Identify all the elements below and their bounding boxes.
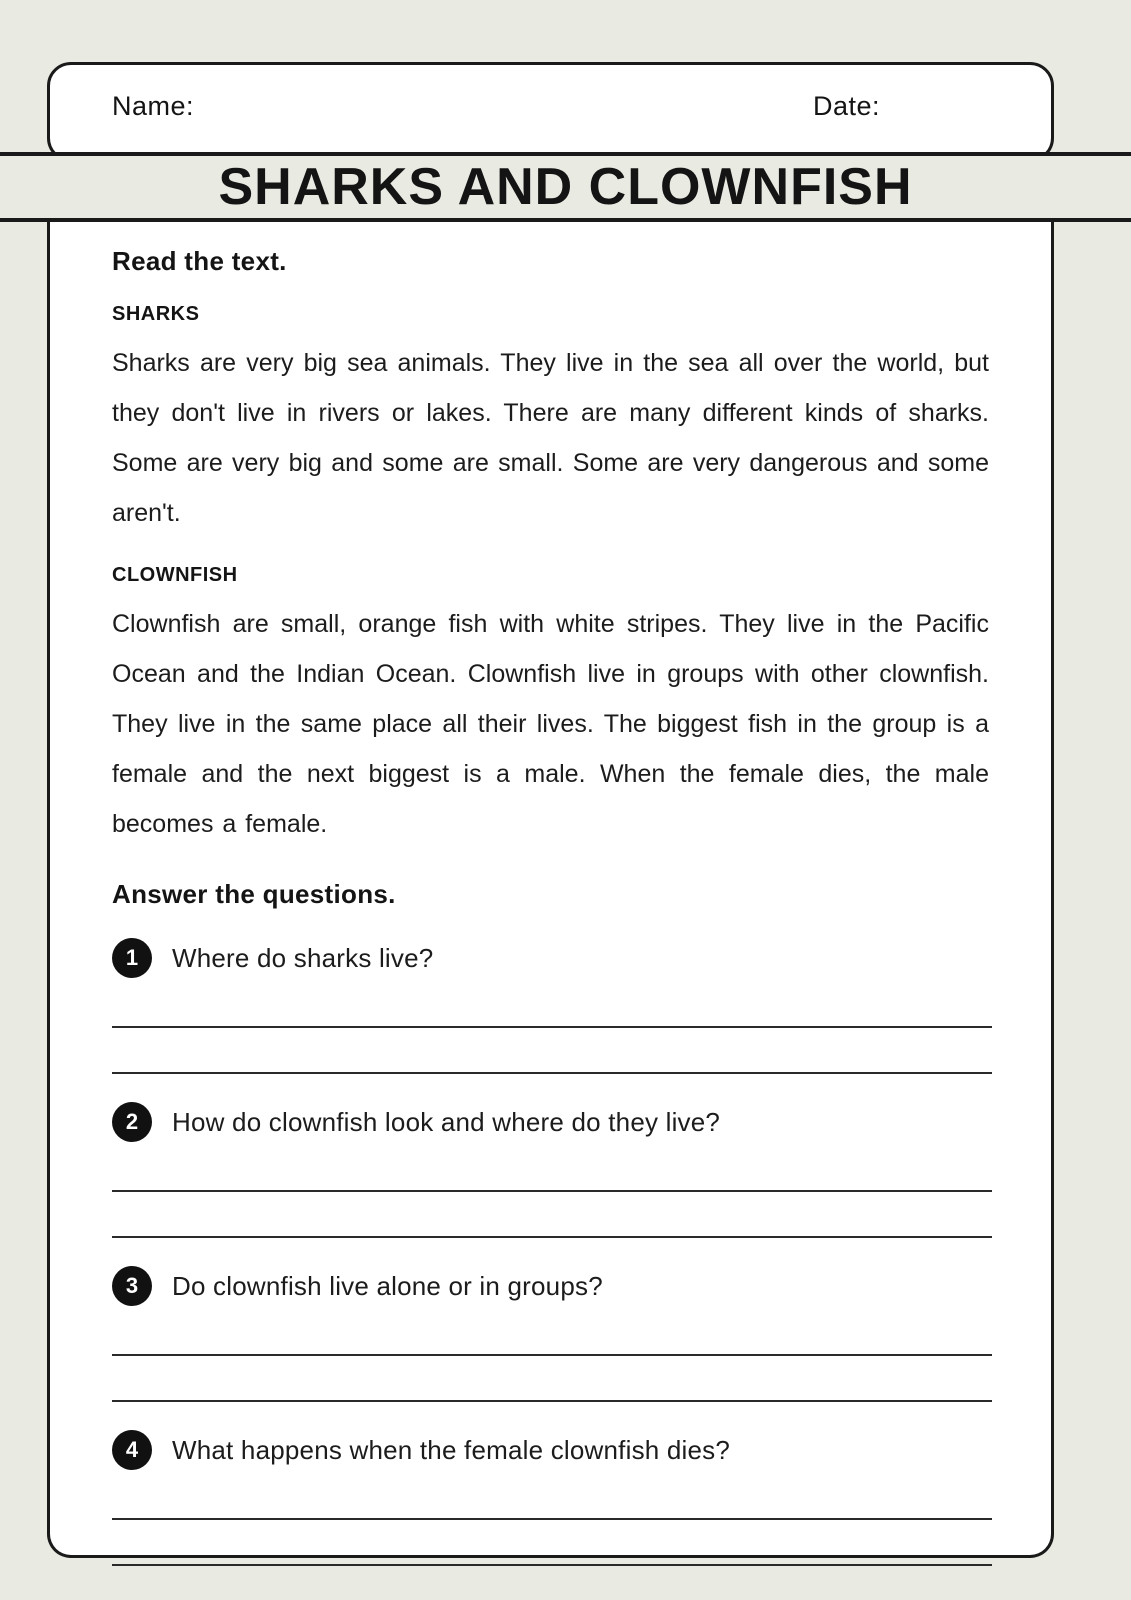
answer-lines (112, 1474, 989, 1566)
worksheet-body (47, 222, 1054, 1558)
question-text: What happens when the female clownfish dies? (172, 1434, 731, 1465)
answer-lines (112, 1146, 989, 1238)
answer-line (112, 1146, 992, 1192)
date-label: Date: (813, 91, 881, 121)
title-band (0, 152, 1131, 222)
question-text: Where do sharks live? (172, 942, 434, 973)
answer-line (112, 1356, 992, 1402)
question-block-4 (112, 1430, 989, 1566)
question-number-badge: 3 (112, 1266, 152, 1306)
question-text: How do clownfish look and where do they live? (172, 1106, 721, 1137)
question-row (112, 1266, 989, 1306)
answer-line (112, 1520, 992, 1566)
name-label: Name: (112, 91, 195, 121)
answer-line (112, 982, 992, 1028)
read-instruction: Read the text. (112, 246, 287, 276)
question-block-3 (112, 1266, 989, 1402)
question-number-badge: 1 (112, 938, 152, 978)
answer-line (112, 1310, 992, 1356)
question-row (112, 938, 989, 978)
name-date-box (47, 62, 1054, 162)
question-number-badge: 2 (112, 1102, 152, 1142)
answer-instruction: Answer the questions. (112, 879, 396, 909)
page-title: SHARKS AND CLOWNFISH (218, 158, 913, 216)
section-heading-clownfish: CLOWNFISH (112, 564, 238, 586)
answer-lines (112, 982, 989, 1074)
question-number-badge: 4 (112, 1430, 152, 1470)
question-text: Do clownfish live alone or in groups? (172, 1270, 603, 1301)
answer-line (112, 1474, 992, 1520)
question-block-2 (112, 1102, 989, 1238)
question-block-1 (112, 938, 989, 1074)
answer-line (112, 1028, 992, 1074)
answer-lines (112, 1310, 989, 1402)
section-heading-sharks: SHARKS (112, 303, 200, 325)
passage-sharks: Sharks are very big sea animals. They live in the sea all over the world, but they don't live in rivers or lakes. There are many different kinds of sharks. Some are very big and some are small. Some are very dangerous and some aren't. (112, 349, 989, 527)
question-row (112, 1430, 989, 1470)
passage-clownfish: Clownfish are small, orange fish with white stripes. They live in the Pacific Ocean and the Indian Ocean. Clownfish live in groups with other clownfish. They live in the same place all their lives. The biggest fish in the group is a female and the next biggest is a male. When the female dies, the male becomes a female. (112, 610, 989, 838)
question-row (112, 1102, 989, 1142)
answer-line (112, 1192, 992, 1238)
